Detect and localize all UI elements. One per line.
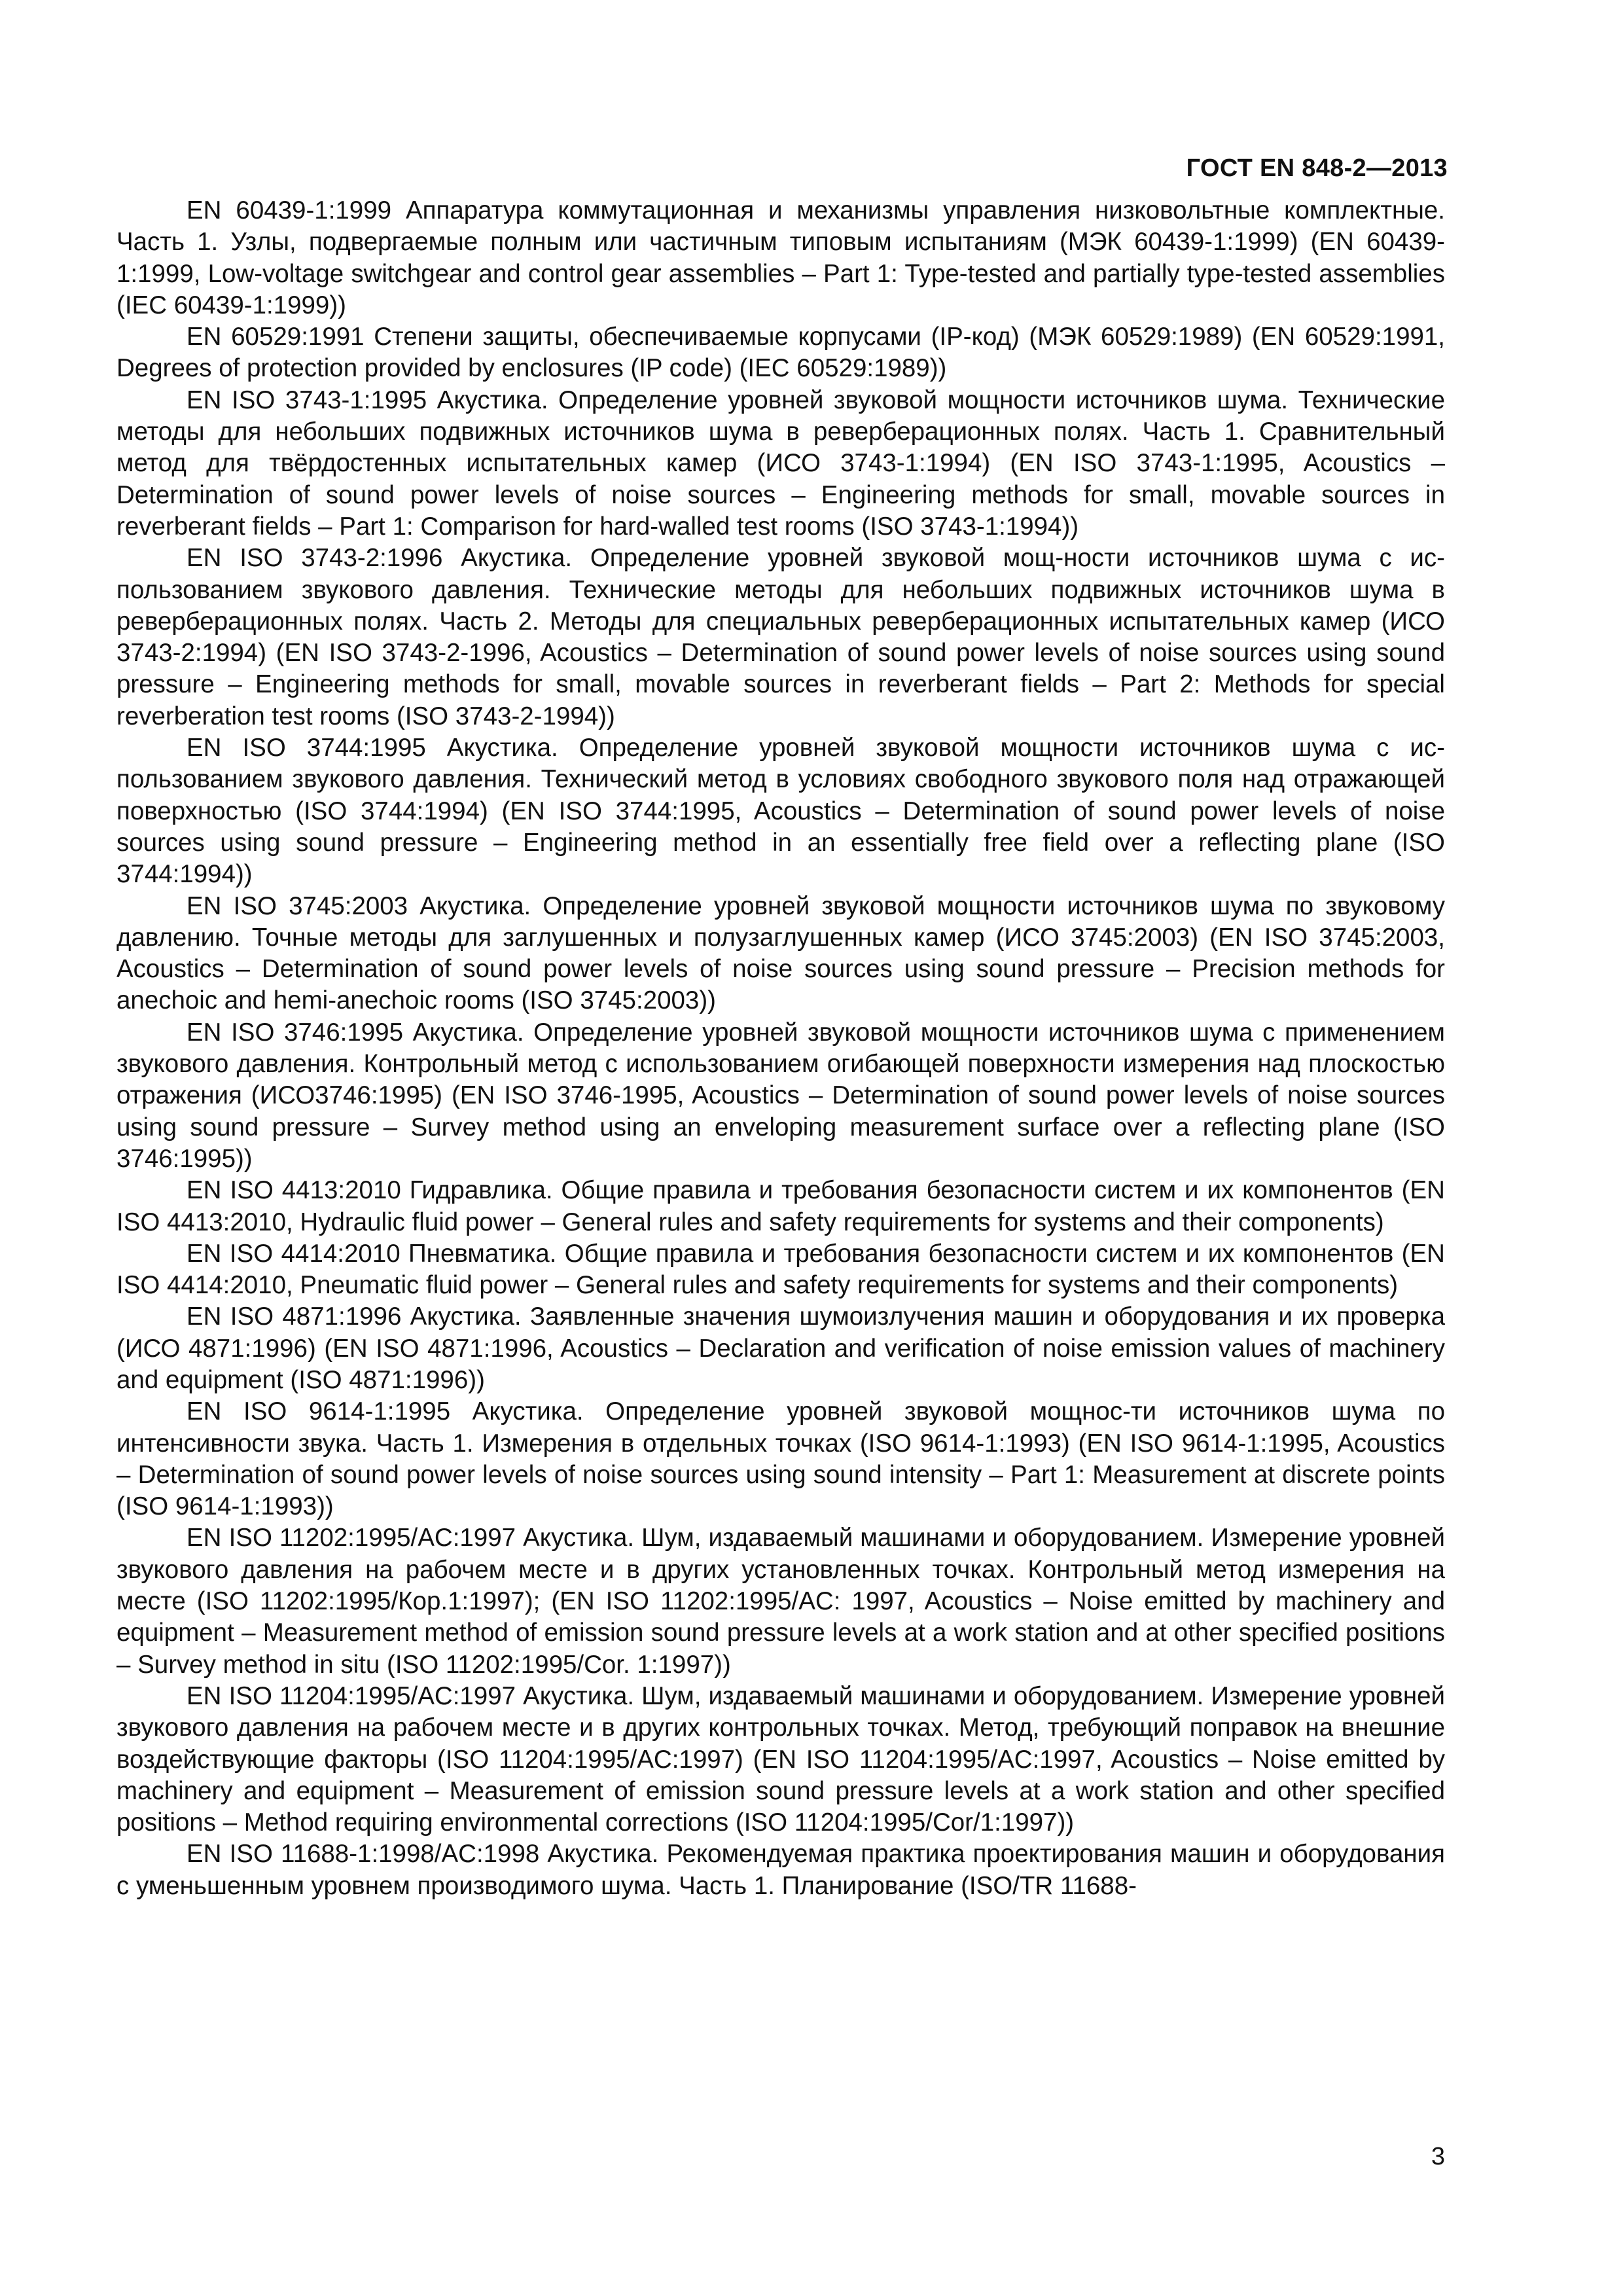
reference-paragraph: EN ISO 4413:2010 Гидравлика. Общие правила и требования безопасности систем и их компонентов (EN ISO 4413:2010, Hydraulic fluid power – General rules and safety requirements for systems and their components) [116, 1176, 1445, 1236]
reference-paragraph: EN 60439-1:1999 Аппаратура коммутационная и механизмы управления низковольтные комплектные. Часть 1. Узлы, подвергаемые полным или частичным типовым испытаниям (МЭК 60439-1:1999) (EN 60439-1:1999, Low-voltage switchgear and control gear assemblies – Part 1: Type-tested and partially type-tested assemblies (IEC 60439-1:1999)) [116, 196, 1445, 319]
standard-code-header: ГОСТ EN 848-2—2013 [1186, 154, 1448, 182]
reference-paragraph: EN ISO 11688-1:1998/AC:1998 Акустика. Рекомендуемая практика проектирования машин и оборудования с уменьшенным уровнем производимого шума. Часть 1. Планирование (ISO/TR 11688- [116, 1840, 1445, 1900]
page-number: 3 [1431, 2143, 1445, 2170]
reference-paragraph: EN ISO 4414:2010 Пневматика. Общие правила и требования безопасности систем и их компонентов (EN ISO 4414:2010, Pneumatic fluid power – General rules and safety requirements for systems and their components) [116, 1239, 1445, 1300]
reference-paragraph: EN ISO 3745:2003 Акустика. Определение уровней звуковой мощности источников шума по звуковому давлению. Точные методы для заглушенных и полузаглушенных камер (ИСО 3745:2003) (EN ISO 3745:2003, Acoustics – Determination of sound power levels of noise sources using sound pressure – Precision methods for anechoic and hemi-anechoic rooms (ISO 3745:2003)) [116, 891, 1445, 1015]
reference-paragraph: EN ISO 3746:1995 Акустика. Определение уровней звуковой мощности источников шума с применением звукового давления. Контрольный метод с использованием огибающей поверхности измерения над плоскостью отражения (ИСО3746:1995) (EN ISO 3746-1995, Acoustics – Determination of sound power levels of noise sources using sound pressure – Survey method using an enveloping measurement surface over a reflecting plane (ISO 3746:1995)) [116, 1018, 1445, 1173]
reference-paragraph: EN ISO 11204:1995/AC:1997 Акустика. Шум, издаваемый машинами и оборудованием. Измерение уровней звукового давления на рабочем месте и в других контрольных точках. Метод, требующий поправок на внешние воздействующие факторы (ISO 11204:1995/AC:1997) (EN ISO 11204:1995/AC:1997, Acoustics – Noise emitted by machinery and equipment – Measurement of emission sound pressure levels at a work station and other specified positions – Method requiring environmental corrections (ISO 11204:1995/Cor/1:1997)) [116, 1681, 1445, 1837]
reference-paragraph: EN ISO 4871:1996 Акустика. Заявленные значения шумоизлучения машин и оборудования и их проверка (ИСО 4871:1996) (EN ISO 4871:1996, Acoustics – Declaration and verification of noise emission values of machinery and equipment (ISO 4871:1996)) [116, 1302, 1445, 1394]
reference-paragraph: EN ISO 9614-1:1995 Акустика. Определение уровней звуковой мощнос-ти источников шума по интенсивности звука. Часть 1. Измерения в отдельных точках (ISO 9614-1:1993) (EN ISO 9614-1:1995, Acoustics – Determination of sound power levels of noise sources using sound intensity – Part 1: Measurement at discrete points (ISO 9614-1:1993)) [116, 1397, 1445, 1521]
reference-paragraph: EN ISO 3743-2:1996 Акустика. Определение уровней звуковой мощ-ности источников шума с использованием звукового давления. Технические методы для небольших подвижных источников шума в реверберационных полях. Часть 2. Методы для специальных реверберационных испытательных камер (ИСО 3743-2:1994) (EN ISO 3743-2-1996, Acoustics – Determination of sound power levels of noise sources using sound pressure – Engineering methods for small, movable sources in reverberant fields – Part 2: Methods for special reverberation test rooms (ISO 3743-2-1994)) [116, 544, 1445, 730]
reference-paragraph: EN 60529:1991 Степени защиты, обеспечиваемые корпусами (IP-код) (МЭК 60529:1989) (EN 60529:1991, Degrees of protection provided by enclosures (IP code) (IEC 60529:1989)) [116, 323, 1445, 383]
reference-paragraph: EN ISO 3744:1995 Акустика. Определение уровней звуковой мощности источников шума с использованием звукового давления. Технический метод в условиях свободного звукового поля над отражающей поверхностью (ISO 3744:1994) (EN ISO 3744:1995, Acoustics – Determination of sound power levels of noise sources using sound pressure – Engineering method in an essentially free field over a reflecting plane (ISO 3744:1994)) [116, 734, 1445, 889]
reference-paragraph: EN ISO 11202:1995/AC:1997 Акустика. Шум, издаваемый машинами и оборудованием. Измерение уровней звукового давления на рабочем месте и в других установленных точках. Контрольный метод измерения на месте (ISO 11202:1995/Кор.1:1997); (EN ISO 11202:1995/AC: 1997, Acoustics – Noise emitted by machinery and equipment – Measurement method of emission sound pressure levels at a work station and at other specified positions – Survey method in situ (ISO 11202:1995/Cor. 1:1997)) [116, 1524, 1445, 1679]
reference-paragraph: EN ISO 3743-1:1995 Акустика. Определение уровней звуковой мощности источников шума. Технические методы для небольших подвижных источников шума в реверберационных полях. Часть 1. Сравнительный метод для твёрдостенных испытательных камер (ИСО 3743-1:1994) (EN ISO 3743-1:1995, Acoustics – Determination of sound power levels of noise sources – Engineering methods for small, movable sources in reverberant fields – Part 1: Comparison for hard-walled test rooms (ISO 3743-1:1994)) [116, 386, 1445, 541]
references-list [116, 195, 1445, 1902]
